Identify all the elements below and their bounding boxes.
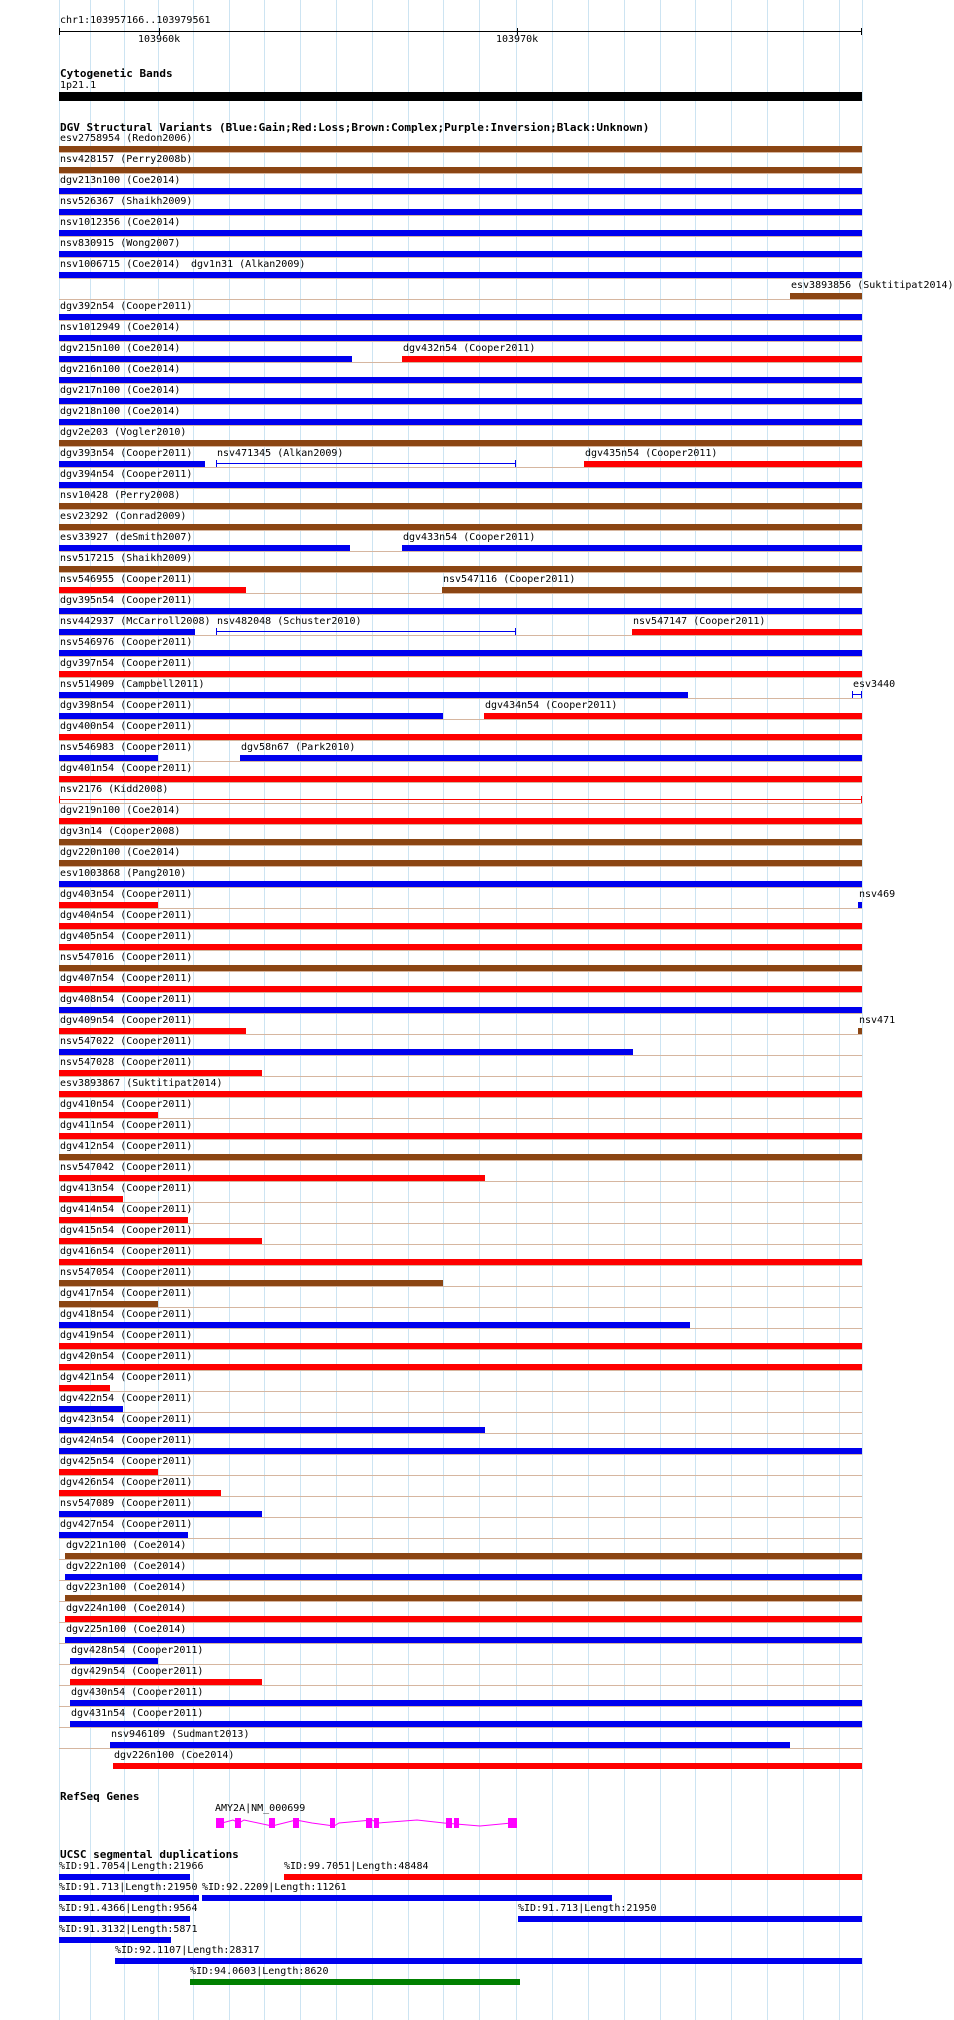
variant-label: nsv830915 (Wong2007) [60,238,181,249]
variant-label: nsv946109 (Sudmant2013) [111,1729,250,1740]
variant-label: nsv546955 (Cooper2011) [60,574,193,585]
ruler-end-tick [861,28,862,35]
variant-label: nsv2176 (Kidd2008) [60,784,169,795]
variant-label: dgv413n54 (Cooper2011) [60,1183,193,1194]
row-separator [59,467,862,468]
row-separator [59,1685,862,1686]
variant-label: nsv442937 (McCarroll2008) [60,616,211,627]
row-separator [59,992,862,993]
row-separator [59,1580,862,1581]
variant-label: nsv10428 (Perry2008) [60,490,181,501]
segdup-bar[interactable] [518,1916,862,1922]
row-separator [59,1055,862,1056]
variant-label: dgv416n54 (Cooper2011) [60,1246,193,1257]
segdup-bar[interactable] [284,1874,862,1880]
segdup-bar[interactable] [59,1937,171,1943]
row-separator [59,1097,862,1098]
variant-label: nsv482048 (Schuster2010) [217,616,362,627]
row-separator [59,257,862,258]
cytoband-bar[interactable] [59,92,862,101]
variant-label: nsv547028 (Cooper2011) [60,1057,193,1068]
row-separator [59,1412,862,1413]
variant-label: nsv514909 (Campbell2011) [60,679,205,690]
variant-label: dgv394n54 (Cooper2011) [60,469,193,480]
variant-label: dgv423n54 (Cooper2011) [60,1414,193,1425]
segdup-label: %ID:91.3132|Length:5871 [59,1924,198,1935]
variant-label: dgv223n100 (Coe2014) [66,1582,187,1593]
row-separator [59,1475,862,1476]
variant-label: dgv424n54 (Cooper2011) [60,1435,193,1446]
variant-label: nsv547022 (Cooper2011) [60,1036,193,1047]
segdup-label: %ID:92.2209|Length:11261 [202,1882,347,1893]
variant-label: dgv431n54 (Cooper2011) [71,1708,204,1719]
segdup-label: %ID:91.713|Length:21950 [59,1882,198,1893]
gene-intron-line [0,1808,890,1838]
variant-label: nsv471 [859,1015,896,1026]
segdup-label: %ID:91.713|Length:21950 [518,1903,657,1914]
row-separator [59,341,862,342]
row-separator [59,593,862,594]
variant-label: nsv526367 (Shaikh2009) [60,196,193,207]
segdup-bar[interactable] [59,1895,199,1901]
variant-label: nsv547116 (Cooper2011) [443,574,576,585]
row-separator [59,1517,862,1518]
segdup-label: %ID:91.4366|Length:9564 [59,1903,198,1914]
variant-label: dgv422n54 (Cooper2011) [60,1393,193,1404]
locus-label: chr1:103957166..103979561 [60,15,211,26]
row-separator [59,1034,862,1035]
row-separator [59,1286,862,1287]
variant-label: dgv408n54 (Cooper2011) [60,994,193,1005]
variant-label: dgv3n14 (Cooper2008) [60,826,181,837]
row-separator [59,1013,862,1014]
row-separator [59,677,862,678]
variant-label: esv3893867 (Suktitipat2014) [60,1078,223,1089]
variant-label: dgv419n54 (Cooper2011) [60,1330,193,1341]
row-separator [59,635,862,636]
segdup-bar[interactable] [115,1958,862,1964]
exon-4 [293,1818,299,1828]
variant-label: nsv547016 (Cooper2011) [60,952,193,963]
variant-label: nsv471345 (Alkan2009) [217,448,344,459]
row-separator [59,1706,862,1707]
variant-label: dgv404n54 (Cooper2011) [60,910,193,921]
variant-label: dgv226n100 (Coe2014) [114,1750,235,1761]
row-separator [59,803,862,804]
variant-label: dgv414n54 (Cooper2011) [60,1204,193,1215]
refseq-track-title: RefSeq Genes [60,1790,140,1803]
variant-label: dgv224n100 (Coe2014) [66,1603,187,1614]
row-separator [59,383,862,384]
segdup-label: %ID:91.7054|Length:21966 [59,1861,204,1872]
variant-label: dgv393n54 (Cooper2011) [60,448,193,459]
row-separator [59,1454,862,1455]
variant-bar[interactable] [852,694,862,695]
variant-label: nsv546983 (Cooper2011) [60,742,193,753]
variant-label: esv1003868 (Pang2010) [60,868,187,879]
variant-label: dgv430n54 (Cooper2011) [71,1687,204,1698]
row-separator [59,488,862,489]
variant-label: dgv428n54 (Cooper2011) [71,1645,204,1656]
variant-label: dgv405n54 (Cooper2011) [60,931,193,942]
row-separator [59,1370,862,1371]
row-separator [59,320,862,321]
variant-bar[interactable] [216,463,516,464]
variant-label: nsv1012949 (Coe2014) [60,322,181,333]
ruler-label-103970k: 103970k [496,34,539,45]
row-separator [59,1496,862,1497]
row-separator [59,1748,862,1749]
exon-5 [330,1818,335,1828]
row-separator [59,950,862,951]
exon-3 [269,1818,275,1828]
variant-bar[interactable] [59,799,862,800]
variant-label: dgv217n100 (Coe2014) [60,385,181,396]
row-separator [59,1202,862,1203]
row-separator [59,761,862,762]
exon-1 [216,1818,224,1828]
row-separator [59,1181,862,1182]
segdup-label: %ID:92.1107|Length:28317 [115,1945,260,1956]
row-separator [59,908,862,909]
row-separator [59,1664,862,1665]
variant-label: nsv1012356 (Coe2014) [60,217,181,228]
row-separator [59,1559,862,1560]
variant-label: dgv218n100 (Coe2014) [60,406,181,417]
row-separator [59,1160,862,1161]
variant-label: dgv429n54 (Cooper2011) [71,1666,204,1677]
exon-8 [446,1818,452,1828]
row-separator [59,362,862,363]
row-separator [59,1307,862,1308]
row-separator [59,572,862,573]
row-separator [59,1433,862,1434]
exon-10 [508,1818,517,1828]
variant-label: nsv547147 (Cooper2011) [633,616,766,627]
row-separator [59,1391,862,1392]
variant-label: dgv435n54 (Cooper2011) [585,448,718,459]
variant-bar[interactable] [113,1763,862,1769]
segdup-bar[interactable] [59,1916,190,1922]
segdup-bar[interactable] [202,1895,612,1901]
row-separator [59,1349,862,1350]
row-separator [59,824,862,825]
row-separator [59,236,862,237]
row-separator [59,1223,862,1224]
variant-label: dgv425n54 (Cooper2011) [60,1456,193,1467]
row-separator [59,551,862,552]
variant-label: dgv410n54 (Cooper2011) [60,1099,193,1110]
variant-label: dgv225n100 (Coe2014) [66,1624,187,1635]
variant-label: dgv1n31 (Alkan2009) [191,259,306,270]
variant-bar[interactable] [216,631,516,632]
row-separator [59,278,862,279]
variant-label: dgv215n100 (Coe2014) [60,343,181,354]
variant-label: dgv401n54 (Cooper2011) [60,763,193,774]
variant-label: esv3893856 (Suktitipat2014) [791,280,954,291]
row-separator [59,194,862,195]
variant-label: dgv216n100 (Coe2014) [60,364,181,375]
row-separator [59,782,862,783]
exon-9 [454,1818,459,1828]
segdup-track-title: UCSC segmental duplications [60,1848,239,1861]
row-separator [59,740,862,741]
variant-label: dgv427n54 (Cooper2011) [60,1519,193,1530]
variant-label: nsv428157 (Perry2008b) [60,154,193,165]
variant-label: esv33927 (deSmith2007) [60,532,193,543]
row-separator [59,1643,862,1644]
variant-label: dgv221n100 (Coe2014) [66,1540,187,1551]
variant-label: dgv417n54 (Cooper2011) [60,1288,193,1299]
variant-label: dgv392n54 (Cooper2011) [60,301,193,312]
segdup-label: %ID:94.0603|Length:8620 [190,1966,329,1977]
dgv-track-title: DGV Structural Variants (Blue:Gain;Red:Loss;Brown:Complex;Purple:Inversion;Black:Unknown) [60,121,650,134]
exon-6 [366,1818,372,1828]
cytoband-track-title: Cytogenetic Bands [60,67,173,80]
variant-label: dgv409n54 (Cooper2011) [60,1015,193,1026]
variant-label: dgv412n54 (Cooper2011) [60,1141,193,1152]
variant-label: nsv1006715 (Coe2014) [60,259,181,270]
ruler-line [59,31,862,32]
row-separator [59,1622,862,1623]
row-separator [59,929,862,930]
row-separator [59,866,862,867]
row-separator [59,173,862,174]
variant-label: nsv547054 (Cooper2011) [60,1267,193,1278]
variant-label: dgv418n54 (Cooper2011) [60,1309,193,1320]
variant-label: dgv395n54 (Cooper2011) [60,595,193,606]
row-separator [59,215,862,216]
row-separator [59,1244,862,1245]
variant-label: dgv426n54 (Cooper2011) [60,1477,193,1488]
gene-label: AMY2A|NM_000699 [215,1803,306,1814]
row-separator [59,299,862,300]
segdup-bar[interactable] [190,1979,520,1985]
cytoband-name: 1p21.1 [60,80,97,91]
variant-label: dgv400n54 (Cooper2011) [60,721,193,732]
variant-label: nsv547042 (Cooper2011) [60,1162,193,1173]
variant-label: esv3440 [853,679,896,690]
variant-label: dgv433n54 (Cooper2011) [403,532,536,543]
variant-label: esv23292 (Conrad2009) [60,511,187,522]
variant-label: dgv432n54 (Cooper2011) [403,343,536,354]
variant-label: dgv2e203 (Vogler2010) [60,427,187,438]
variant-label: dgv420n54 (Cooper2011) [60,1351,193,1362]
row-separator [59,698,862,699]
row-separator [59,1118,862,1119]
row-separator [59,1601,862,1602]
variant-label: dgv415n54 (Cooper2011) [60,1225,193,1236]
row-separator [59,1538,862,1539]
variant-label: dgv407n54 (Cooper2011) [60,973,193,984]
row-separator [59,530,862,531]
row-separator [59,845,862,846]
variant-label: dgv222n100 (Coe2014) [66,1561,187,1572]
variant-label: dgv220n100 (Coe2014) [60,847,181,858]
variant-label: dgv403n54 (Cooper2011) [60,889,193,900]
ruler-label-103960k: 103960k [138,34,181,45]
segdup-label: %ID:99.7051|Length:48484 [284,1861,429,1872]
row-separator [59,1265,862,1266]
variant-label: nsv546976 (Cooper2011) [60,637,193,648]
variant-label: dgv411n54 (Cooper2011) [60,1120,193,1131]
segdup-bar[interactable] [59,1874,190,1880]
variant-label: dgv58n67 (Park2010) [241,742,356,753]
variant-label: dgv421n54 (Cooper2011) [60,1372,193,1383]
row-separator [59,1076,862,1077]
variant-label: dgv434n54 (Cooper2011) [485,700,618,711]
exon-2 [235,1818,241,1828]
variant-label: nsv517215 (Shaikh2009) [60,553,193,564]
row-separator [59,971,862,972]
row-separator [59,509,862,510]
row-separator [59,719,862,720]
row-separator [59,404,862,405]
row-separator [59,887,862,888]
row-separator [59,446,862,447]
variant-label: dgv213n100 (Coe2014) [60,175,181,186]
row-separator [59,1328,862,1329]
ruler-start-tick [59,28,60,35]
row-separator [59,425,862,426]
variant-label: dgv219n100 (Coe2014) [60,805,181,816]
row-separator [59,1139,862,1140]
row-separator [59,152,862,153]
variant-label: dgv397n54 (Cooper2011) [60,658,193,669]
variant-label: dgv398n54 (Cooper2011) [60,700,193,711]
variant-label: nsv547089 (Cooper2011) [60,1498,193,1509]
exon-7 [374,1818,379,1828]
variant-label: esv2758954 (Redon2006) [60,133,193,144]
row-separator [59,614,862,615]
row-separator [59,656,862,657]
row-separator [59,1727,862,1728]
variant-label: nsv469 [859,889,896,900]
